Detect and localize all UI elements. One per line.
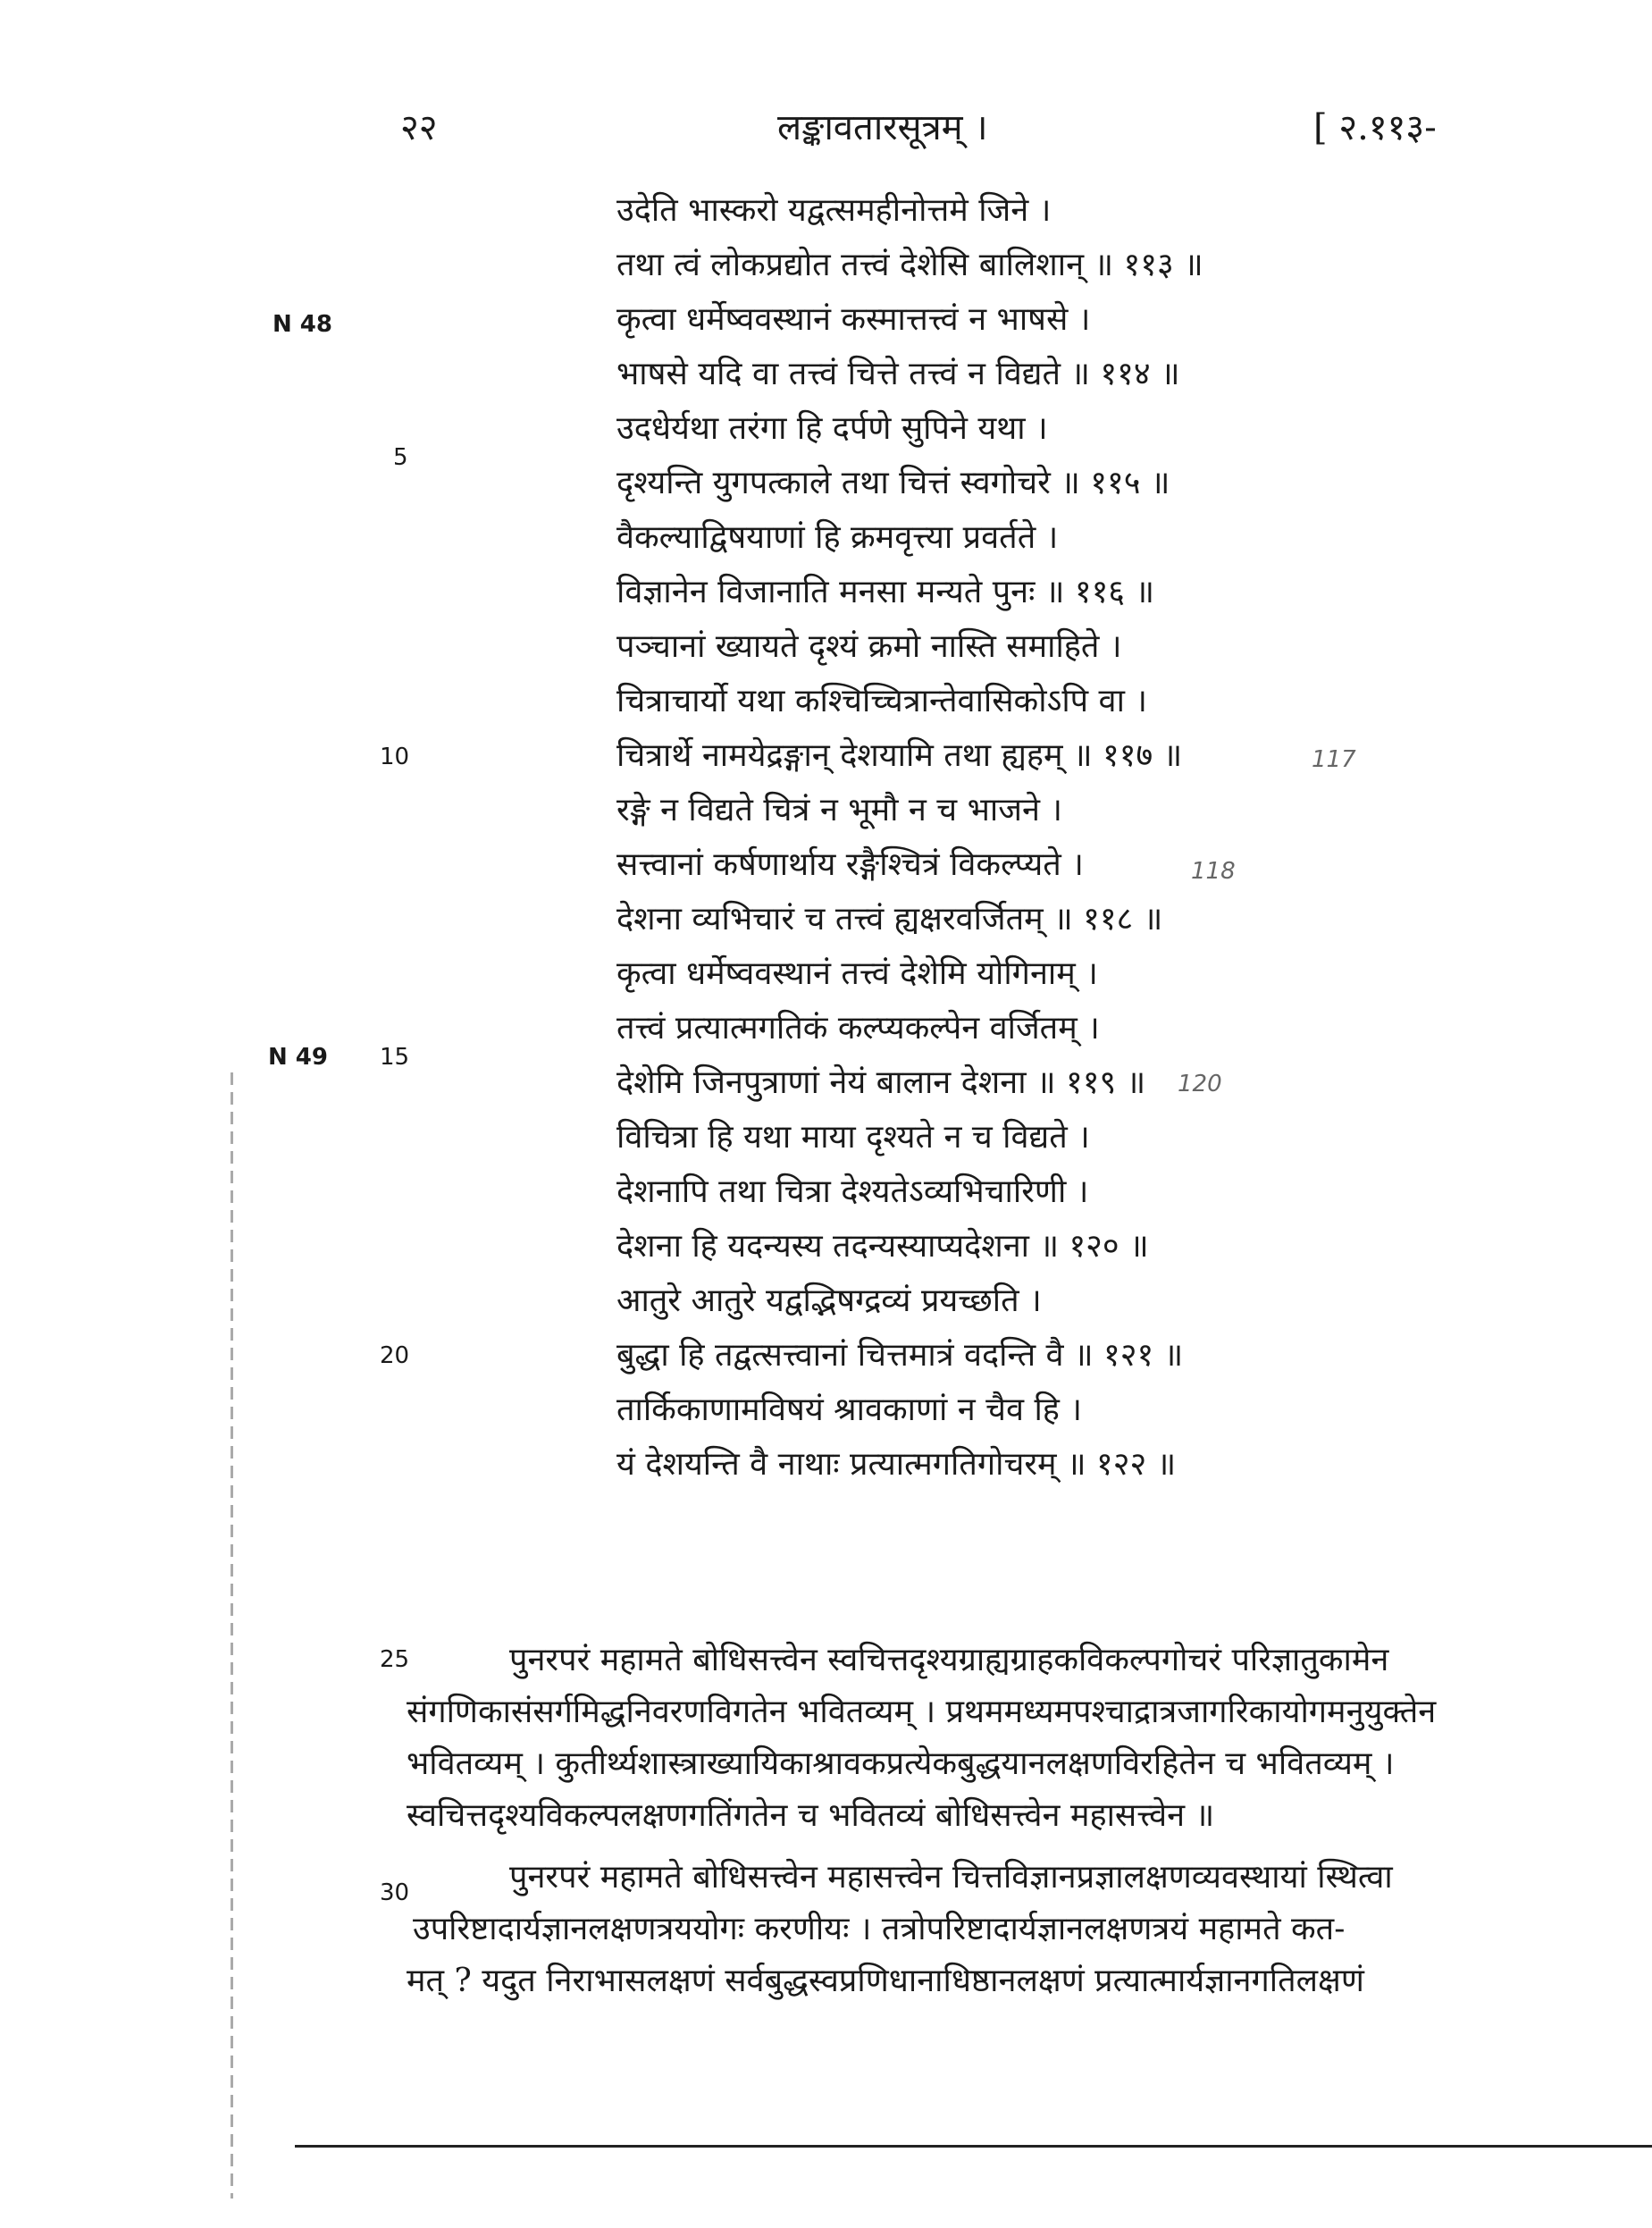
binding-edge (231, 1072, 233, 2199)
verse-line: विचित्रा हि यथा माया दृश्यते न च विद्यते । (616, 1119, 1090, 1156)
prose-line: संगणिकासंसर्गमिद्धनिवरणविगतेन भवितव्यम् । प्रथममध्यमपश्चाद्रात्रजागरिकायोगमनुयुक्तेन (407, 1694, 1437, 1730)
line-number-25: 25 (380, 1646, 410, 1673)
running-title: लङ्कावतारसूत्रम् । (777, 107, 988, 148)
verse-line: विज्ञानेन विजानाति मनसा मन्यते पुनः ॥ ११६ ॥ (616, 574, 1155, 610)
verse-line: सत्त्वानां कर्षणार्थाय रङ्गैश्चित्रं विकल्प्यते । (616, 846, 1084, 883)
verse-line: यं देशयन्ति वै नाथाः प्रत्यात्मगतिगोचरम् ॥ १२२ ॥ (616, 1446, 1177, 1483)
prose-line: भवितव्यम् । कुतीर्थ्यशास्त्राख्यायिकाश्रावकप्रत्येकबुद्धयानलक्षणविरहितेन च भवितव्यम् । (407, 1745, 1395, 1782)
prose-line: पुनरपरं महामते बोधिसत्त्वेन महासत्त्वेन चित्तविज्ञानप्रज्ञालक्षणव्यवस्थायां स्थित्वा (509, 1859, 1393, 1896)
verse-line: तत्त्वं प्रत्यात्मगतिकं कल्प्यकल्पेन वर्जितम् । (616, 1010, 1100, 1047)
verse-line: देशेमि जिनपुत्राणां नेयं बालान देशना ॥ ११९ ॥ (616, 1064, 1146, 1101)
verse-line: तथा त्वं लोकप्रद्योत तत्त्वं देशेसि बालिशान् ॥ ११३ ॥ (616, 247, 1203, 283)
verse-line: बुद्धा हि तद्वत्सत्त्वानां चित्तमात्रं वदन्ति वै ॥ १२१ ॥ (616, 1337, 1184, 1374)
line-number-10: 10 (380, 744, 410, 770)
bottom-rule (295, 2145, 1652, 2148)
verse-line: देशनापि तथा चित्रा देश्यतेऽव्यभिचारिणी । (616, 1173, 1089, 1210)
line-number-5: 5 (393, 444, 408, 471)
verse-line: देशना हि यदन्यस्य तदन्यस्याप्यदेशना ॥ १२० ॥ (616, 1228, 1149, 1265)
page-number: २२ (400, 107, 438, 148)
verse-line: भाषसे यदि वा तत्त्वं चित्ते तत्त्वं न विद्यते ॥ ११४ ॥ (616, 356, 1180, 392)
pencil-annotation: 120 (1178, 1071, 1222, 1097)
prose-line: मत् ? यदुत निराभासलक्षणं सर्वबुद्धस्वप्रणिधानाधिष्ठानलक्षणं प्रत्यात्मार्यज्ञानगतिलक्षणं (407, 1963, 1364, 1999)
line-number-15: 15 (380, 1044, 410, 1071)
verse-line: वैकल्याद्विषयाणां हि क्रमवृत्त्या प्रवर्तते । (616, 519, 1059, 556)
verse-line: चित्रार्थे नामयेद्रङ्गान् देशयामि तथा ह्यहम् ॥ ११७ ॥ (616, 737, 1183, 774)
prose-line: उपरिष्टादार्यज्ञानलक्षणत्रययोगः करणीयः । तत्रोपरिष्टादार्यज्ञानलक्षणत्रयं महामते कत- (413, 1911, 1346, 1947)
section-reference: [ २.११३- (1313, 107, 1437, 148)
verse-line: आतुरे आतुरे यद्वद्भिषग्द्रव्यं प्रयच्छति । (616, 1282, 1042, 1319)
prose-line: स्वचित्तदृश्यविकल्पलक्षणगतिंगतेन च भवितव्यं बोधिसत्त्वेन महासत्त्वेन ॥ (407, 1797, 1215, 1834)
margin-ref-n48: N 48 (273, 311, 332, 338)
verse-line: पञ्चानां ख्यायते दृश्यं क्रमो नास्ति समाहिते । (616, 628, 1122, 665)
verse-line: तार्किकाणामविषयं श्रावकाणां न चैव हि । (616, 1391, 1083, 1428)
verse-block (616, 183, 1203, 1492)
verse-line: रङ्गे न विद्यते चित्रं न भूमौ न च भाजने । (616, 792, 1063, 828)
verse-line: उदधेर्यथा तरंगा हि दर्पणे सुपिने यथा । (616, 410, 1048, 447)
verse-line: दृश्यन्ति युगपत्काले तथा चित्तं स्वगोचरे ॥ ११५ ॥ (616, 465, 1170, 501)
verse-line: चित्राचार्यो यथा कश्चिच्चित्रान्तेवासिकोऽपि वा । (616, 683, 1147, 719)
verse-line: कृत्वा धर्मेष्ववस्थानं तत्त्वं देशेमि योगिनाम् । (616, 955, 1098, 992)
prose-line: पुनरपरं महामते बोधिसत्त्वेन स्वचित्तदृश्यग्राह्यग्राहकविकल्पगोचरं परिज्ञातुकामेन (509, 1642, 1389, 1678)
pencil-annotation: 118 (1191, 858, 1236, 885)
margin-ref-n49: N 49 (268, 1044, 328, 1071)
verse-line: कृत्वा धर्मेष्ववस्थानं कस्मात्तत्त्वं न भाषसे । (616, 301, 1091, 338)
verse-line: देशना व्यभिचारं च तत्त्वं ह्यक्षरवर्जितम् ॥ ११८ ॥ (616, 901, 1163, 937)
line-number-30: 30 (380, 1879, 410, 1906)
verse-line: उदेति भास्करो यद्वत्समहीनोत्तमे जिने । (616, 192, 1052, 229)
line-number-20: 20 (380, 1342, 410, 1369)
pencil-annotation: 117 (1312, 746, 1356, 773)
